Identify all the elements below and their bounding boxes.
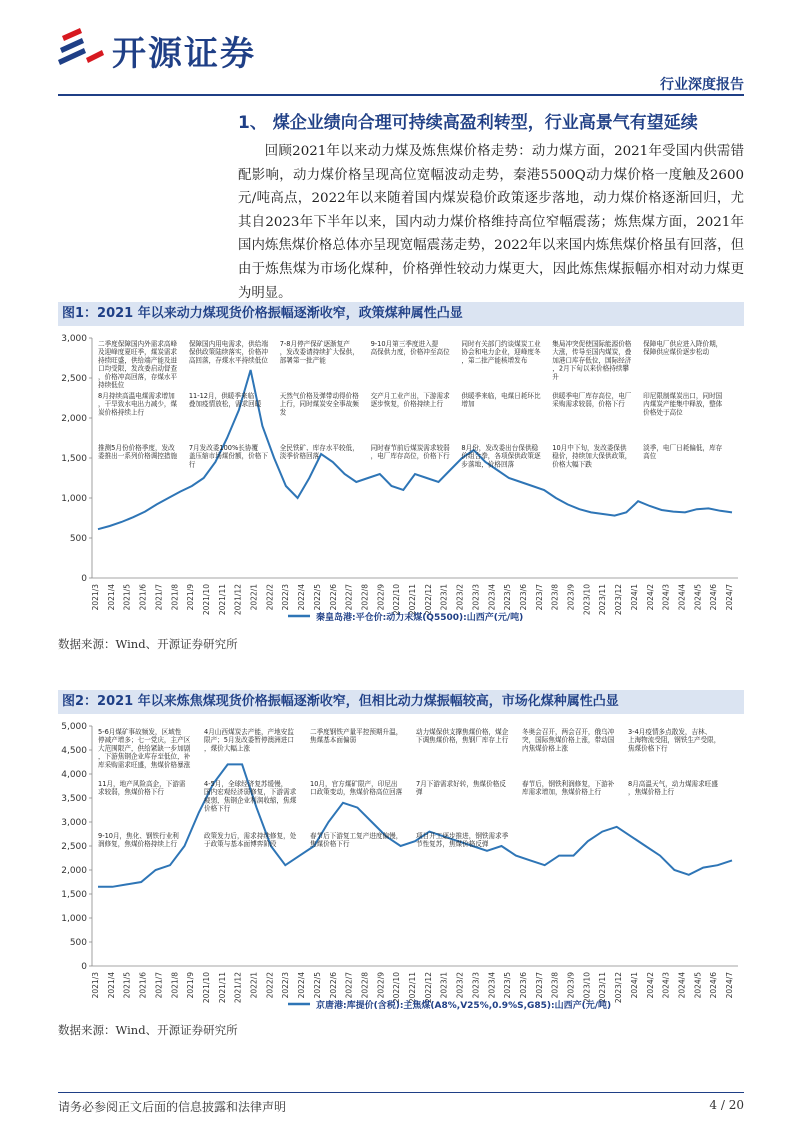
chart-annotation: 项目开工逐步推进，钢铁需求季节性复苏，焦煤价格反弹 bbox=[416, 832, 509, 849]
chart-annotation: 印尼限制煤炭出口，同时国内煤炭产能集中释放，整体价格处于高位 bbox=[643, 392, 723, 417]
x-tick-label: 2023/10 bbox=[582, 972, 592, 1004]
x-tick-label: 2021/11 bbox=[217, 972, 227, 1004]
x-tick-label: 2022/10 bbox=[392, 584, 402, 616]
y-tick-label: 1,000 bbox=[61, 914, 87, 924]
y-tick-label: 5,000 bbox=[61, 722, 87, 732]
y-tick-label: 0 bbox=[81, 962, 87, 972]
chart-annotation: 春节后，钢铁利润修复，下游补库需求增加，焦煤价格上行 bbox=[522, 780, 615, 797]
x-tick-label: 2023/2 bbox=[455, 584, 465, 611]
chart-annotation: 春节后下游复工复产进度偏慢，焦煤价格下行 bbox=[310, 832, 403, 849]
header-divider bbox=[58, 94, 744, 96]
x-tick-label: 2022/12 bbox=[423, 972, 433, 1004]
y-tick-label: 1,000 bbox=[61, 494, 87, 504]
x-tick-label: 2024/4 bbox=[677, 584, 687, 611]
x-tick-label: 2021/8 bbox=[170, 584, 180, 611]
y-tick-label: 0 bbox=[81, 574, 87, 584]
chart-annotation: 冬奥会召开，两会召开，俄乌冲突，国际焦煤价格上涨，带动国内焦煤价格上涨 bbox=[522, 728, 615, 753]
x-tick-label: 2022/3 bbox=[281, 584, 291, 611]
x-tick-label: 2023/5 bbox=[503, 972, 513, 999]
x-tick-label: 2022/6 bbox=[328, 972, 338, 999]
x-tick-label: 2022/7 bbox=[344, 584, 354, 611]
section-title: 1、 煤企业绩向合理可持续高盈利转型，行业高景气有望延续 bbox=[238, 113, 698, 133]
chart-annotation: 同时春节前后煤炭需求较弱，电厂库存高位，价格下行 bbox=[370, 444, 450, 461]
x-tick-label: 2022/9 bbox=[376, 972, 386, 999]
x-tick-label: 2022/1 bbox=[249, 584, 259, 611]
chart-annotation: 集局冲突促使国际能源价格大涨，传导至国内煤炭，叠加港口库存低位，国际经济，2月下旬以来价格持续攀升 bbox=[552, 340, 632, 381]
kaiyuan-logo-icon bbox=[58, 28, 104, 70]
page-header bbox=[0, 0, 802, 100]
x-tick-label: 2021/7 bbox=[154, 972, 164, 999]
x-tick-label: 2022/8 bbox=[360, 584, 370, 611]
x-tick-label: 2022/11 bbox=[408, 584, 417, 616]
figure1-source: 数据来源：Wind、开源证券研究所 bbox=[58, 637, 238, 651]
chart-annotation: 全民铁矿、库存水平较低，淡季价格回落 bbox=[279, 444, 359, 461]
x-tick-label: 2021/12 bbox=[233, 972, 243, 1004]
y-tick-label: 4,000 bbox=[61, 770, 87, 780]
x-tick-label: 2022/2 bbox=[265, 584, 275, 611]
x-tick-label: 2023/8 bbox=[550, 584, 560, 611]
chart-annotation: 供暖季来临，电煤日耗环比增加 bbox=[461, 392, 541, 409]
x-tick-label: 2021/6 bbox=[138, 584, 148, 611]
y-tick-label: 500 bbox=[69, 938, 87, 948]
x-tick-label: 2024/6 bbox=[709, 584, 719, 611]
chart-annotation: 9-10月，焦化、钢铁行业利润修复，焦煤价格持续上行 bbox=[98, 832, 179, 849]
figure1-title: 图1：2021 年以来动力煤现货价格振幅逐渐收窄，政策煤种属性凸显 bbox=[58, 302, 744, 326]
x-tick-label: 2021/11 bbox=[217, 584, 227, 616]
x-tick-label: 2023/9 bbox=[566, 584, 576, 611]
x-tick-label: 2023/7 bbox=[534, 584, 544, 611]
chart-annotation: 3-4月疫情多点散发，吉林、上海物流受阻，钢铁生产受限，焦煤价格下行 bbox=[628, 728, 721, 753]
x-tick-label: 2024/7 bbox=[725, 584, 734, 611]
x-tick-label: 2023/2 bbox=[455, 972, 465, 999]
x-tick-label: 2023/3 bbox=[471, 584, 481, 611]
x-tick-label: 2022/5 bbox=[312, 972, 322, 999]
y-tick-label: 3,000 bbox=[61, 818, 87, 828]
x-tick-label: 2023/4 bbox=[487, 972, 497, 999]
x-tick-label: 2024/1 bbox=[629, 584, 639, 611]
x-tick-label: 2024/6 bbox=[709, 972, 719, 999]
chart-annotation: 9-10月第三季度进入提高保供力度，价格冲至高位 bbox=[370, 340, 450, 357]
x-tick-label: 2022/2 bbox=[265, 972, 275, 999]
footer-disclaimer: 请务必参阅正文后面的信息披露和法律声明 bbox=[58, 1100, 287, 1114]
chart-annotation: 推测5月份价格季度，发改委推出一系列价格调控措施 bbox=[98, 444, 178, 461]
x-tick-label: 2024/2 bbox=[645, 584, 655, 611]
chart-annotation: 动力煤保供支撑焦煤价格，煤企下调焦煤价格，焦钢厂库存上行 bbox=[416, 728, 509, 745]
section-paragraph: 回顾2021年以来动力煤及炼焦煤价格走势：动力煤方面，2021年受国内供需错配影响，动力煤价格呈现高位宽幅波动走势，秦港5500Q动力煤价格一度触及2600元/吨高点，2022年以来随着国内煤炭稳价政策逐步落地，动力煤价格逐渐回归，尤其自2023年下半年以来，国内动力煤价格维持高位窄幅震荡；炼焦煤方面，2021年国内炼焦煤价格总体亦呈现宽幅震荡走势，2022年以来国内炼焦煤价格虽有回落，但由于炼焦煤为市场化煤种，价格弹性较动力煤更大，因此炼焦煤振幅亦相对动力煤更为明显。 bbox=[238, 144, 744, 301]
figure2-svg bbox=[58, 716, 744, 1016]
x-tick-label: 2022/11 bbox=[408, 972, 417, 1004]
x-tick-label: 2021/7 bbox=[154, 584, 164, 611]
chart-annotation: 天然气价格及弹带动得价格上行，同时煤炭安全事故频发 bbox=[279, 392, 359, 417]
y-tick-label: 3,000 bbox=[61, 334, 87, 344]
company-name: 开源证券 bbox=[112, 34, 256, 74]
x-tick-label: 2023/1 bbox=[439, 972, 449, 999]
chart-annotation: 10月中下旬，发改委保供稳价，持续加大保供政策，价格大幅下跌 bbox=[552, 444, 632, 469]
x-tick-label: 2024/5 bbox=[693, 584, 703, 611]
x-tick-label: 2023/3 bbox=[471, 972, 481, 999]
footer-divider bbox=[58, 1092, 744, 1093]
x-tick-label: 2022/6 bbox=[328, 584, 338, 611]
x-tick-label: 2023/1 bbox=[439, 584, 449, 611]
x-tick-label: 2021/12 bbox=[233, 584, 243, 616]
x-tick-label: 2023/12 bbox=[614, 584, 624, 616]
x-tick-label: 2021/4 bbox=[106, 972, 116, 999]
chart-annotation: 二季度钢铁产量平控预期升温，焦煤基本面偏弱 bbox=[310, 728, 403, 745]
x-tick-label: 2021/4 bbox=[106, 584, 116, 611]
x-tick-label: 2022/8 bbox=[360, 972, 370, 999]
report-type-label: 行业深度报告 bbox=[660, 77, 744, 93]
y-tick-label: 1,500 bbox=[61, 454, 87, 464]
chart-annotation: 二季度保障国内外需求高峰及迎峰度夏旺季，煤炭需求持续旺盛，供给端产能及进口均受限，发改委启动督查，价格冲高回落，存煤水平持续低位 bbox=[98, 340, 178, 389]
x-tick-label: 2023/12 bbox=[614, 972, 624, 1004]
x-tick-label: 2021/6 bbox=[138, 972, 148, 999]
x-tick-label: 2024/5 bbox=[693, 972, 703, 999]
chart-annotation: 保障电厂供应进入降价期，保障供应煤价逐步松动 bbox=[643, 340, 723, 357]
figure1-chart bbox=[58, 328, 744, 628]
x-tick-label: 2022/5 bbox=[312, 584, 322, 611]
x-tick-label: 2022/9 bbox=[376, 584, 386, 611]
x-tick-label: 2023/11 bbox=[598, 972, 608, 1004]
chart-annotation: 7-8月停产保矿逐渐复产，发改委请持续扩大保供，部署第一批产能 bbox=[279, 340, 359, 365]
chart-annotation: 5-6月煤矿事故频发，区域性停减产增多；七一党庆，主产区大范围限产，供给紧缺一步加剧，下游焦钢企业库存至低位，补库采购需求旺盛，焦煤价格暴涨 bbox=[98, 728, 191, 769]
chart-annotation: 同时有关部门约谈煤炭工业协会和电力企业，迎峰度冬，第二批产能核增发布 bbox=[461, 340, 541, 365]
x-tick-label: 2023/9 bbox=[566, 972, 576, 999]
y-tick-label: 2,000 bbox=[61, 414, 87, 424]
x-tick-label: 2021/9 bbox=[186, 584, 196, 611]
x-tick-label: 2024/4 bbox=[677, 972, 687, 999]
chart-annotation: 8月份，发改委出台保供稳价组合拳，各项保供政策逐步落地，价格回落 bbox=[461, 444, 541, 469]
chart-annotation: 供暖季电厂库存高位，电厂采购需求较弱，价格下行 bbox=[552, 392, 632, 409]
x-tick-label: 2022/10 bbox=[392, 972, 402, 1004]
figure1-svg bbox=[58, 328, 744, 628]
y-tick-label: 1,500 bbox=[61, 890, 87, 900]
x-tick-label: 2021/3 bbox=[91, 584, 100, 611]
x-tick-label: 2022/7 bbox=[344, 972, 354, 999]
x-tick-label: 2021/10 bbox=[201, 584, 211, 616]
x-tick-label: 2022/3 bbox=[281, 972, 291, 999]
chart-annotation: 10月，官方煤矿限产，印尼出口政策变动，焦煤价格高位回落 bbox=[310, 780, 403, 797]
chart-annotation: 交产月工业产出，下游需求逐步恢复，价格持续上行 bbox=[370, 392, 450, 409]
x-tick-label: 2022/1 bbox=[249, 972, 259, 999]
x-tick-label: 2023/7 bbox=[534, 972, 544, 999]
x-tick-label: 2023/6 bbox=[518, 584, 528, 611]
x-tick-label: 2022/4 bbox=[297, 972, 307, 999]
y-tick-label: 4,500 bbox=[61, 746, 87, 756]
chart-annotation: 11-12月，供暖季来临叠加疫情放松，需求回暖 bbox=[188, 392, 262, 409]
y-tick-label: 2,000 bbox=[61, 866, 87, 876]
y-tick-label: 2,500 bbox=[61, 374, 87, 384]
legend-label: 京唐港:库提价(含税):主焦煤(A8%,V25%,0.9%S,G85):山西产(元/吨) bbox=[316, 1001, 612, 1011]
x-tick-label: 2024/3 bbox=[661, 972, 671, 999]
x-tick-label: 2022/4 bbox=[297, 584, 307, 611]
x-tick-label: 2024/2 bbox=[645, 972, 655, 999]
x-tick-label: 2022/12 bbox=[423, 584, 433, 616]
x-tick-label: 2024/3 bbox=[661, 584, 671, 611]
figure2-source: 数据来源：Wind、开源证券研究所 bbox=[58, 1023, 238, 1037]
x-tick-label: 2021/9 bbox=[186, 972, 196, 999]
chart-annotation: 政策发力后，需求持续修复，处于政策与基本面博弈阶段 bbox=[204, 832, 297, 849]
x-tick-label: 2021/5 bbox=[122, 584, 132, 611]
x-tick-label: 2021/10 bbox=[201, 972, 211, 1004]
y-tick-label: 2,500 bbox=[61, 842, 87, 852]
chart-annotation: 7月发改委100%长协覆盖压缩市场煤份额，价格下行 bbox=[188, 444, 268, 469]
y-tick-label: 500 bbox=[69, 534, 87, 544]
x-tick-label: 2021/5 bbox=[122, 972, 132, 999]
x-tick-label: 2021/8 bbox=[170, 972, 180, 999]
y-tick-label: 3,500 bbox=[61, 794, 87, 804]
x-tick-label: 2023/10 bbox=[582, 584, 592, 616]
x-tick-label: 2024/7 bbox=[725, 972, 734, 999]
x-tick-label: 2023/6 bbox=[518, 972, 528, 999]
legend-label: 秦皇岛港:平仓价:动力末煤(Q5500):山西产(元/吨) bbox=[316, 613, 524, 623]
chart-annotation: 4月山西煤炭去产能，产地安监限产；5月发改委暂停澳洲进口，煤价大幅上涨 bbox=[204, 728, 294, 753]
figure2-chart bbox=[58, 716, 744, 1016]
chart-annotation: 8月高温天气，动力煤需求旺盛，焦煤价格上行 bbox=[628, 780, 718, 797]
x-tick-label: 2023/8 bbox=[550, 972, 560, 999]
chart-annotation: 保障国内用电需求，供给端保供政策陆续落实，价格冲高回落，存煤水平持续低位 bbox=[188, 340, 268, 365]
chart-annotation: 4-5月，全球经济复苏缓慢，国内宏观经济弱修复，下游需求疲弱，焦钢企业利润收缩，焦煤价格下行 bbox=[204, 780, 297, 813]
chart-annotation: 淡季，电厂日耗偏低，库存高位 bbox=[643, 444, 723, 461]
x-tick-label: 2023/11 bbox=[598, 584, 608, 616]
x-tick-label: 2023/4 bbox=[487, 584, 497, 611]
figure2-title: 图2：2021 年以来炼焦煤现货价格振幅逐渐收窄，但相比动力煤振幅较高，市场化煤种属性凸显 bbox=[58, 690, 744, 714]
x-tick-label: 2024/1 bbox=[629, 972, 639, 999]
x-tick-label: 2021/3 bbox=[91, 972, 100, 999]
chart-annotation: 7月下游需求好转，焦煤价格反弹 bbox=[416, 780, 506, 797]
x-tick-label: 2023/5 bbox=[503, 584, 513, 611]
chart-annotation: 8月持续高温电煤需求增加，干旱致水电出力减少，煤炭价格持续上行 bbox=[98, 392, 178, 417]
page-number: 4 / 20 bbox=[709, 1098, 744, 1112]
chart-annotation: 11月，地产风险高企，下游需求较弱，焦煤价格下行 bbox=[98, 780, 186, 797]
